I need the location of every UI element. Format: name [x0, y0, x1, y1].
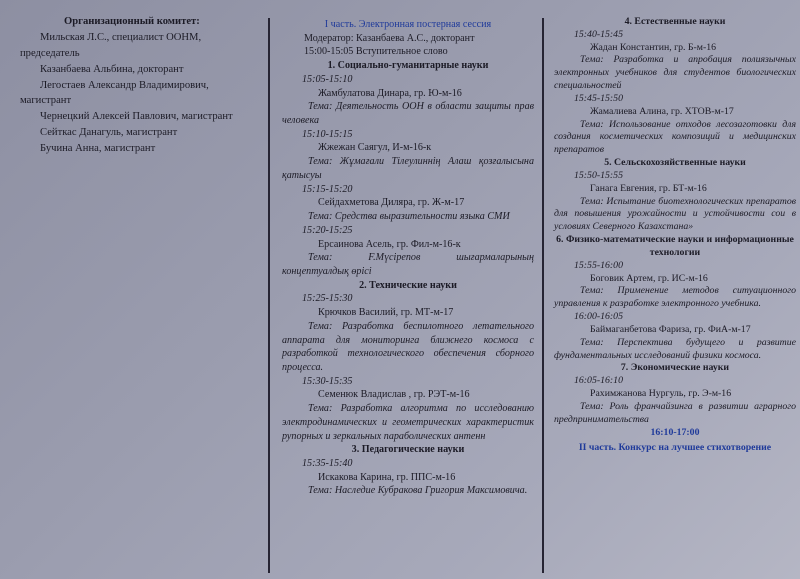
- section-title: 1. Социально-гуманитарные науки: [327, 60, 489, 72]
- talk-topic: Тема: Наследие Кубракова Григория Максимовича.: [308, 485, 528, 497]
- talk-time: 16:00-16:05: [574, 311, 623, 323]
- talk-topic: Тема: Использование отходов лесозаготовки для создания косметических композиций и медицинских препаратов: [554, 118, 796, 156]
- section-title: 7. Экономические науки: [620, 362, 730, 374]
- talk-topic: Тема: Перспектива будущего и развитие фундаментальных исследований физики космоса.: [554, 336, 796, 361]
- committee-member: Чернецкий Алексей Павлович, магистрант: [40, 111, 233, 123]
- talk-time: 16:05-16:10: [574, 375, 623, 387]
- talk-speaker: Жжежан Саягул, И-м-16-к: [318, 142, 432, 154]
- committee-member: Мильская Л.С., специалист ООНМ, председатель: [20, 31, 202, 59]
- talk-topic: Тема: Средства выразительности языка СМИ: [308, 211, 510, 223]
- committee-member: Казанбаева Альбина, докторант: [40, 63, 184, 75]
- talk-topic: Тема: Жұмағали Тілеулиннің Алаш қозғалысына қатысуы: [282, 156, 534, 181]
- talk-time: 15:50-15:55: [574, 169, 623, 181]
- talk-time: 15:45-15:50: [574, 92, 623, 104]
- section-title: 6. Физико-математические науки и информационные технологии: [556, 234, 794, 258]
- talk-speaker: Искакова Карина, гр. ППС-м-16: [318, 471, 456, 483]
- talk-topic: Тема: Разработка алгоритма по исследованию электродинамических и геометрических характеристик рупорных и зеркальных параболических антенн: [282, 403, 534, 442]
- org-committee-column: [0, 0, 268, 579]
- part2-title: II часть. Конкурс на лучшее стихотворение: [578, 442, 772, 454]
- talk-speaker: Рахимжанова Нургуль, гр. Э-м-16: [590, 388, 732, 400]
- program-column-middle: [268, 0, 542, 579]
- talk-topic: Тема: Применение методов ситуационного управления к разработке электронного учебника.: [554, 285, 796, 310]
- program-column-right: [542, 0, 800, 579]
- talk-time: 15:25-15:30: [302, 293, 353, 305]
- talk-time: 15:20-15:25: [302, 224, 353, 236]
- org-committee-title: Организационный комитет:: [64, 16, 200, 27]
- closing-time: 16:10-17:00: [650, 426, 700, 438]
- section-title: 4. Естественные науки: [624, 16, 726, 27]
- talk-topic: Тема: Разработка и апробация полиязычных электронных учебников для студентов биологических специальностей: [554, 54, 796, 92]
- opening-remarks: 15:00-15:05 Вступительное слово: [304, 46, 448, 58]
- committee-member: Бучина Анна, магистрант: [40, 143, 156, 155]
- talk-speaker: Ганага Евгения, гр. БТ-м-16: [590, 182, 707, 194]
- talk-speaker: Боговик Артем, гр. ИС-м-16: [590, 272, 708, 284]
- talk-speaker: Жадан Константин, гр. Б-м-16: [590, 41, 717, 53]
- talk-time: 15:15-15:20: [302, 183, 353, 195]
- talk-topic: Тема: Деятельность ООН в области защиты прав человека: [282, 101, 534, 127]
- talk-topic: Тема: Роль франчайзинга в развитии аграрного предпринимательства: [554, 400, 796, 425]
- talk-speaker: Ерсаинова Асель, гр. Фил-м-16-к: [318, 238, 461, 250]
- moderator: Модератор: Казанбаева А.С., докторант: [304, 32, 475, 44]
- talk-time: 15:35-15:40: [302, 458, 353, 469]
- talk-speaker: Сейдахметова Диляра, гр. Ж-м-17: [318, 197, 465, 209]
- talk-time: 15:30-15:35: [302, 375, 353, 387]
- talk-speaker: Баймаганбетова Фариза, гр. ФиА-м-17: [590, 323, 751, 335]
- talk-speaker: Жамбулатова Динара, гр. Ю-м-16: [318, 87, 462, 99]
- talk-topic: Тема: Испытание биотехнологических препаратов для повышения урожайности и устойчивости сои в условиях Северного Казахстана»: [554, 195, 796, 233]
- committee-member: Сейткас Данагуль, магистрант: [40, 127, 178, 139]
- talk-time: 15:05-15:10: [302, 73, 353, 85]
- section-title: 5. Сельскохозяйственные науки: [604, 157, 746, 169]
- talk-speaker: Семенюк Владислав , гр. РЭТ-м-16: [318, 389, 470, 401]
- part1-title: I часть. Электронная постерная сессия: [324, 19, 492, 30]
- talk-speaker: Жамалиева Алина, гр. ХТОВ-м-17: [590, 105, 734, 117]
- section-title: 3. Педагогические науки: [351, 444, 465, 456]
- committee-member: Легостаев Александр Владимирович, магистрант: [20, 79, 209, 107]
- talk-speaker: Крючков Василий, гр. МТ-м-17: [318, 307, 454, 319]
- talk-time: 15:40-15:45: [574, 28, 623, 40]
- section-title: 2. Технические науки: [359, 279, 457, 291]
- talk-topic: Тема: F.Мүсірепов шығармаларының концептуалдық өрісі: [282, 252, 534, 277]
- talk-topic: Тема: Разработка беспилотного летательного аппарата для мониторинга ближнего космоса с разработкой технологического обеспечения сборного процесса.: [282, 320, 534, 373]
- talk-time: 15:55-16:00: [574, 259, 623, 271]
- talk-time: 15:10-15:15: [302, 128, 353, 140]
